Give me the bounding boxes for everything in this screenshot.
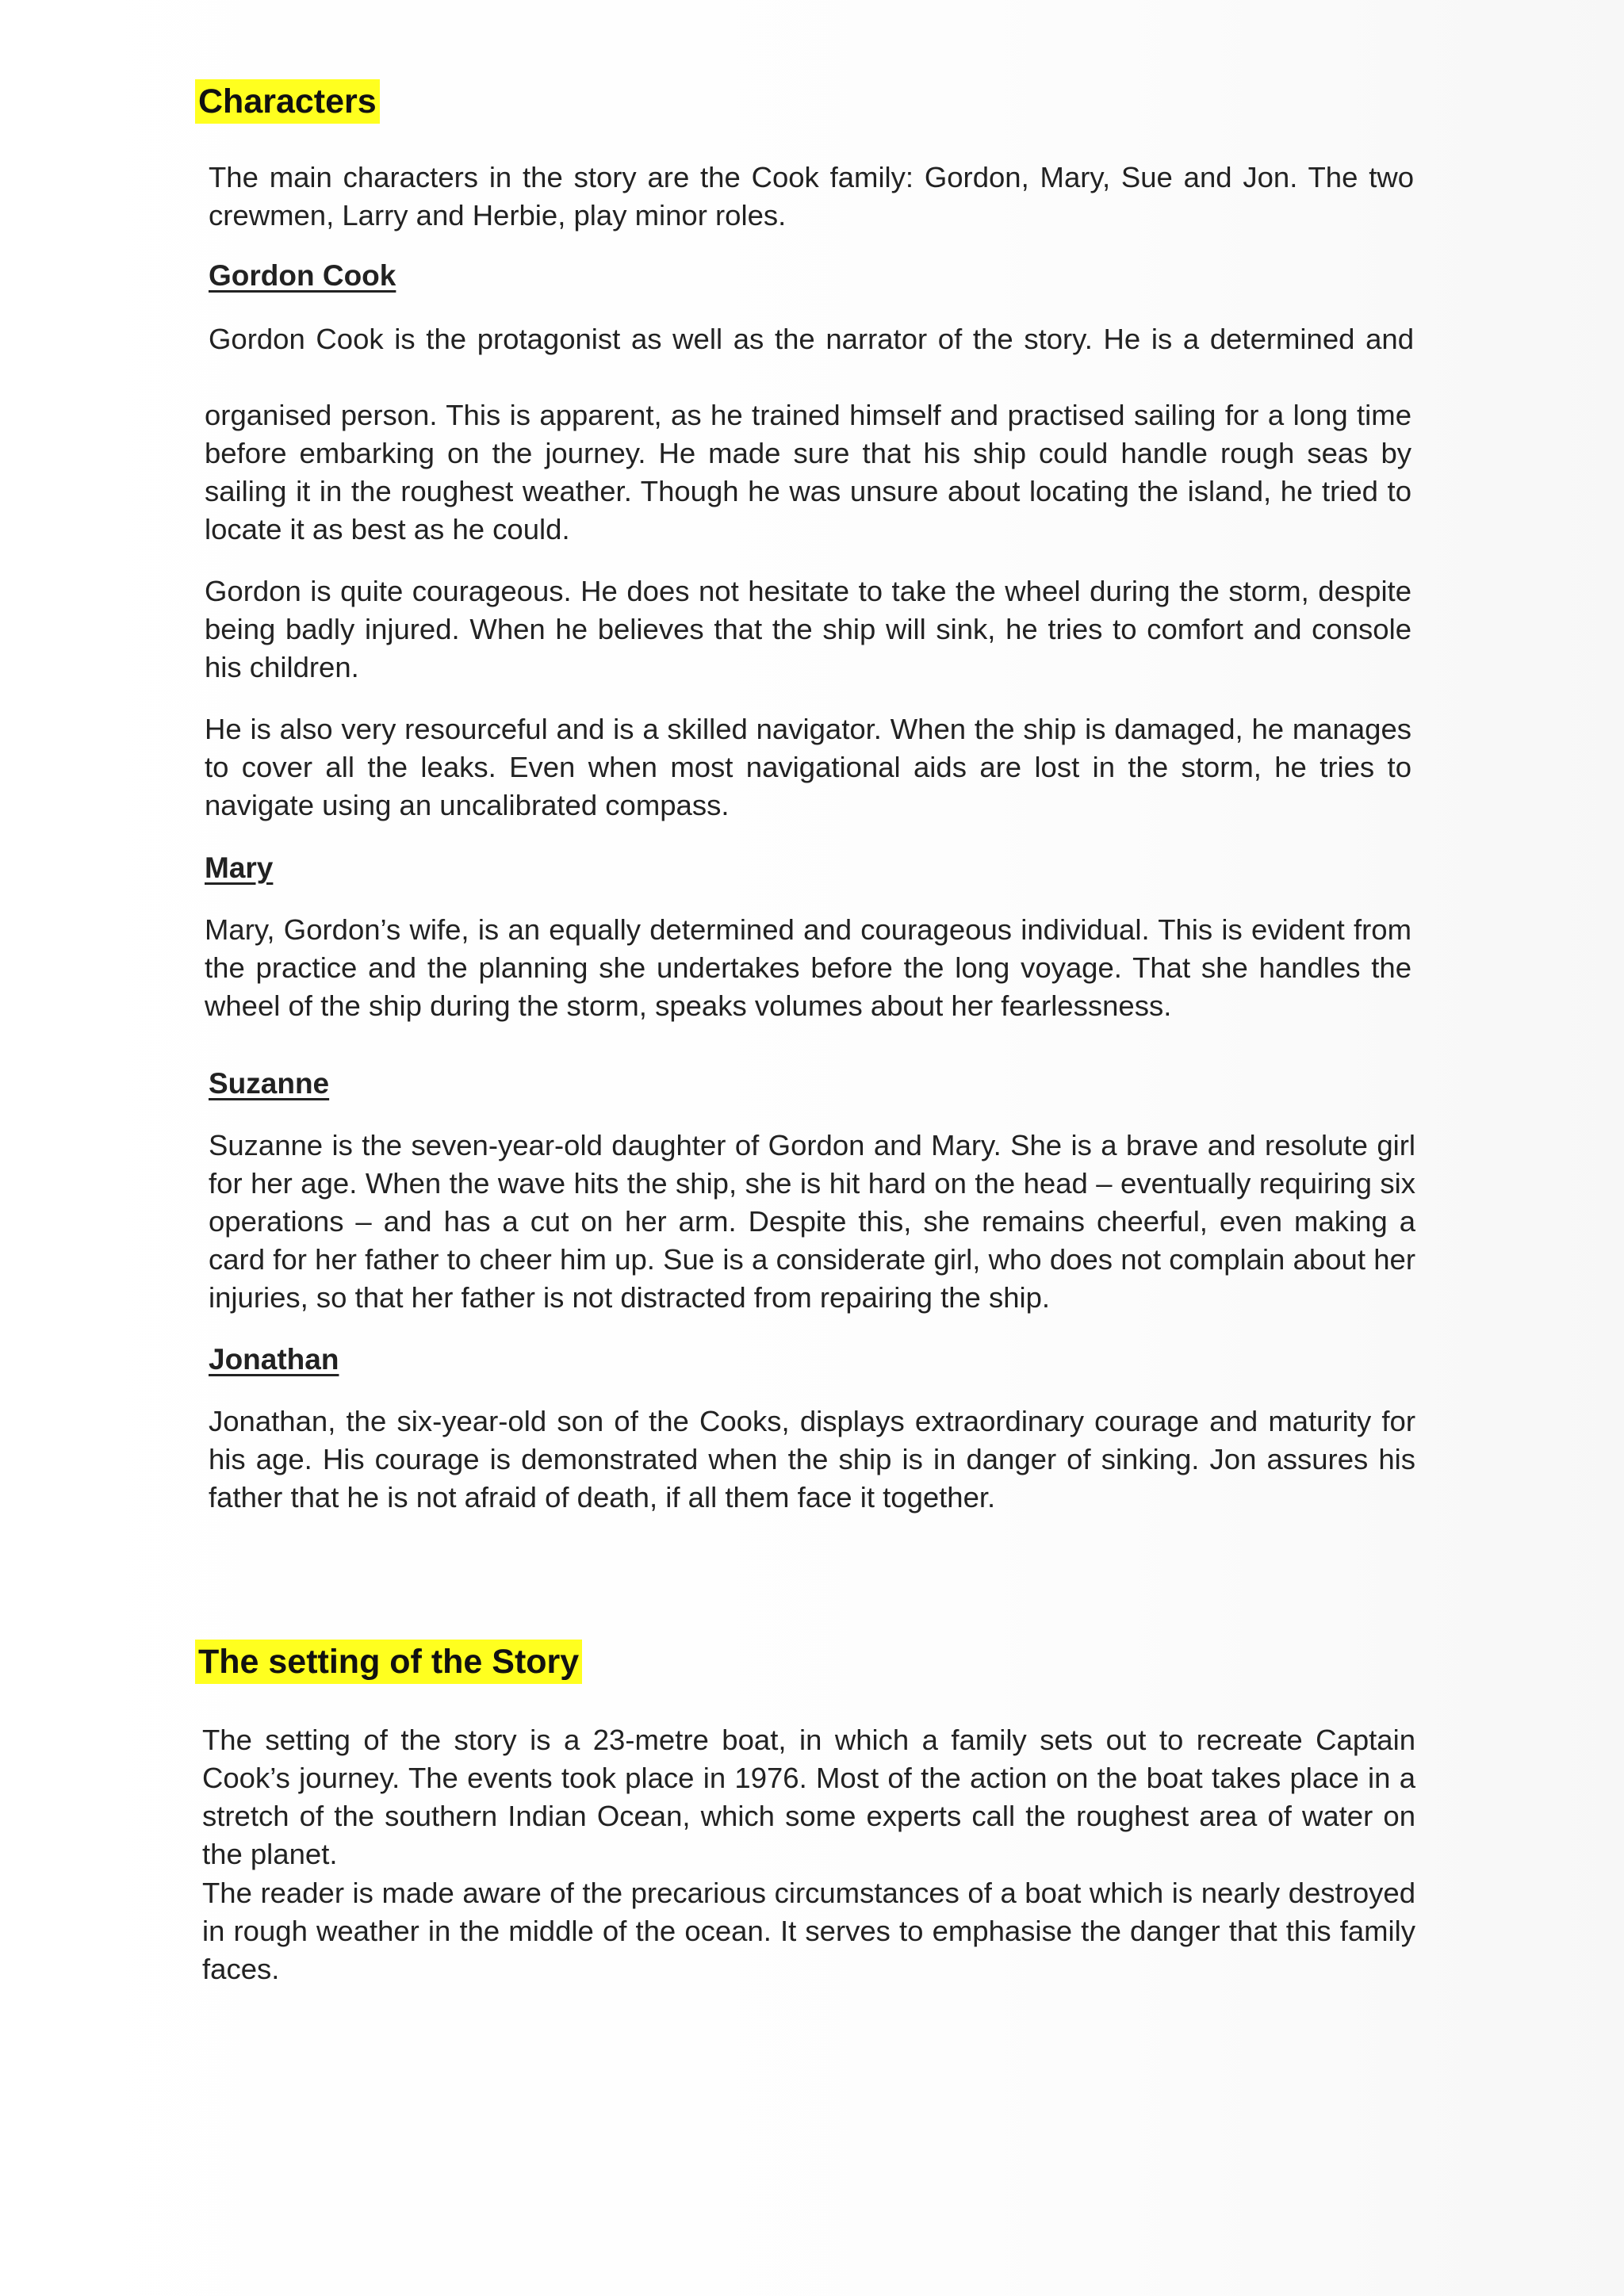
setting-paragraph-1: The setting of the story is a 23-metre boat, in which a family sets out to recreate Captain Cook’s journey. The events took place in 1976. Most of the action on the boat takes place in a stretch of the southern Indian Ocean, which some experts call the roughest area of water on the planet. (202, 1724, 1415, 1870)
gordon-paragraph-1: organised person. This is apparent, as he trained himself and practised sailing for a long time before embarking on the journey. He made sure that his ship could handle rough seas by sailing it in the roughest weather. Though he was unsure about locating the island, he tried to locate it as best as he could. (205, 399, 1411, 545)
gordon-heading: Gordon Cook (209, 259, 396, 292)
gordon-paragraph-2: Gordon is quite courageous. He does not hesitate to take the wheel during the storm, despite being badly injured. When he believes that the ship will sink, he tries to comfort and console his children. (205, 575, 1411, 683)
mary-heading: Mary (205, 851, 274, 884)
mary-paragraph: Mary, Gordon’s wife, is an equally determined and courageous individual. This is evident from the practice and the planning she undertakes before the long voyage. That she handles the wheel of the ship during the storm, speaks volumes about her fearlessness. (205, 913, 1411, 1022)
characters-intro: The main characters in the story are the Cook family: Gordon, Mary, Sue and Jon. The two crewmen, Larry and Herbie, play minor roles. (209, 161, 1414, 232)
gordon-paragraph-first-line: Gordon Cook is the protagonist as well as the narrator of the story. He is a determined and (209, 323, 1414, 355)
suzanne-paragraph: Suzanne is the seven-year-old daughter of Gordon and Mary. She is a brave and resolute girl for her age. When the wave hits the ship, she is hit hard on the head – eventually requiring six operations – and has a cut on her arm. Despite this, she remains cheerful, even making a card for her father to cheer him up. Sue is a considerate girl, who does not complain about her injuries, so that her father is not distracted from repairing the ship. (209, 1129, 1415, 1314)
jonathan-paragraph: Jonathan, the six-year-old son of the Cooks, displays extraordinary courage and maturity for his age. His courage is demonstrated when the ship is in danger of sinking. Jon assures his father that he is not afraid of death, if all them face it together. (209, 1405, 1415, 1513)
setting-heading: The setting of the Story (195, 1640, 582, 1684)
characters-heading: Characters (195, 79, 380, 124)
jonathan-heading: Jonathan (209, 1343, 339, 1376)
suzanne-heading: Suzanne (209, 1067, 330, 1100)
gordon-paragraph-3: He is also very resourceful and is a skilled navigator. When the ship is damaged, he manages to cover all the leaks. Even when most navigational aids are lost in the storm, he tries to navigate using an uncalibrated compass. (205, 713, 1411, 821)
setting-paragraph-2: The reader is made aware of the precarious circumstances of a boat which is nearly destroyed in rough weather in the middle of the ocean. It serves to emphasise the danger that this family faces. (202, 1877, 1415, 1985)
